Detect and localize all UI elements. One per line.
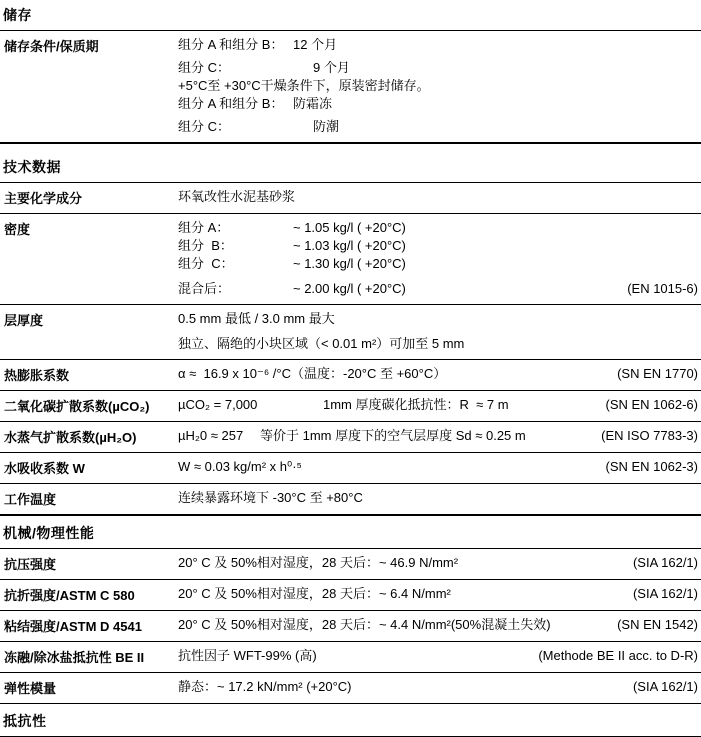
- row-label-freeze-thaw-resistance: 冻融/除冰盐抵抗性 BE II: [4, 650, 145, 665]
- storage-key: 组分 C：: [178, 60, 231, 75]
- flexural-strength-value: 20° C 及 50%相对湿度，28 天后：~ 6.4 N/mm²: [178, 586, 451, 601]
- density-value: ~ 2.00 kg/l ( +20°C): [293, 281, 406, 296]
- density-line: [178, 280, 698, 298]
- table-row-thermal-expansion: [0, 360, 701, 391]
- storage-note: +5°C至 +30°C干燥条件下，原装密封储存。: [178, 78, 430, 93]
- density-line: [178, 237, 698, 255]
- standard-ref: (SN EN 1770): [617, 366, 698, 381]
- row-label-compressive-strength: 抗压强度: [4, 557, 57, 572]
- density-value: ~ 1.03 kg/l ( +20°C): [293, 238, 406, 253]
- storage-line: [178, 118, 698, 136]
- section-title-mechanical: 机械/物理性能: [0, 516, 701, 549]
- row-label-storage-conditions: 储存条件/保质期: [4, 39, 99, 54]
- row-label-co2-diffusion: 二氧化碳扩散系数(µCO₂): [4, 399, 150, 414]
- row-label-flexural-strength: 抗折强度/ASTM C 580: [4, 588, 135, 603]
- density-key: 混合后：: [178, 281, 231, 296]
- row-label-density: 密度: [4, 222, 31, 237]
- density-line: [178, 255, 698, 273]
- section-title-resistance: 抵抗性: [0, 704, 701, 737]
- freeze-thaw-value: 抗性因子 WFT-99% (高): [178, 648, 317, 663]
- table-row-service-temperature: [0, 484, 701, 516]
- table-row-h2o-diffusion: [0, 422, 701, 453]
- row-label-h2o-diffusion: 水蒸气扩散系数(µH₂O): [4, 430, 137, 445]
- table-row-co2-diffusion: [0, 391, 701, 422]
- water-absorption-value: W ≈ 0.03 kg/m² x h⁰·⁵: [178, 459, 302, 474]
- row-label-water-absorption: 水吸收系数 W: [4, 461, 85, 476]
- storage-value: 防霜冻: [293, 96, 333, 111]
- layer-thickness-line1: 0.5 mm 最低 / 3.0 mm 最大: [178, 311, 335, 326]
- row-label-service-temperature: 工作温度: [4, 492, 57, 507]
- storage-key: 组分 A 和组分 B：: [178, 37, 284, 52]
- standard-ref: (SN EN 1542): [617, 617, 698, 632]
- table-row-compressive-strength: [0, 549, 701, 580]
- table-row-layer-thickness: [0, 305, 701, 360]
- density-key: 组分 C：: [178, 256, 234, 271]
- density-line: [178, 219, 698, 237]
- table-row-density: [0, 214, 701, 305]
- standard-ref: (SN EN 1062-6): [605, 397, 698, 412]
- service-temperature-value: 连续暴露环境下 -30°C 至 +80°C: [178, 490, 363, 505]
- storage-line: [178, 95, 698, 113]
- co2-diffusion-value: µCO₂ = 7,000: [178, 397, 258, 412]
- bond-strength-value: 20° C 及 50%相对湿度，28 天后：~ 4.4 N/mm²(50%混凝土失效): [178, 617, 551, 632]
- table-row-freeze-thaw-resistance: [0, 642, 701, 673]
- storage-line: [178, 59, 698, 77]
- storage-key: 组分 C：: [178, 119, 231, 134]
- section-title-technical-data: 技术数据: [0, 144, 701, 183]
- standard-ref: (SIA 162/1): [632, 555, 698, 570]
- standard-ref: (SIA 162/1): [632, 679, 698, 694]
- row-label-bond-strength: 粘结强度/ASTM D 4541: [4, 619, 142, 634]
- storage-value: 9 个月: [313, 60, 350, 75]
- table-row-storage-conditions: [0, 31, 701, 144]
- table-row-water-absorption: [0, 453, 701, 484]
- density-key: 组分 A：: [178, 220, 230, 235]
- table-row-bond-strength: [0, 611, 701, 642]
- row-label-chemical-base: 主要化学成分: [4, 191, 83, 206]
- table-row-chemical-base: [0, 183, 701, 214]
- density-value: ~ 1.30 kg/l ( +20°C): [293, 256, 406, 271]
- storage-value: 12 个月: [293, 37, 338, 52]
- chemical-base-value: 环氧改性水泥基砂浆: [178, 189, 296, 204]
- section-title-storage: 储存: [0, 0, 701, 31]
- standard-ref: (EN 1015-6): [627, 281, 698, 296]
- co2-diffusion-resistance: 1mm 厚度碳化抵抗性：R ≈ 7 m: [323, 397, 509, 412]
- density-key: 组分 B：: [178, 238, 233, 253]
- table-row-e-modulus: [0, 673, 701, 704]
- row-label-layer-thickness: 层厚度: [4, 313, 44, 328]
- h2o-diffusion-value: µH₂0 ≈ 257: [178, 428, 244, 443]
- storage-conditions-content: [178, 36, 698, 136]
- storage-key: 组分 A 和组分 B：: [178, 96, 284, 111]
- standard-ref: (SN EN 1062-3): [605, 459, 698, 474]
- storage-line: [178, 77, 698, 95]
- standard-ref: (EN ISO 7783-3): [601, 428, 698, 443]
- row-label-thermal-expansion: 热膨胀系数: [4, 368, 70, 383]
- thermal-expansion-value: α ≈ 16.9 x 10⁻⁶ /°C（温度：-20°C 至 +60°C）: [178, 366, 447, 381]
- storage-value: 防潮: [313, 119, 340, 134]
- standard-ref: (Methode BE II acc. to D-R): [538, 648, 698, 663]
- row-label-e-modulus: 弹性模量: [4, 681, 57, 696]
- h2o-diffusion-equivalent: 等价于 1mm 厚度下的空气层厚度 Sd ≈ 0.25 m: [260, 428, 526, 443]
- compressive-strength-value: 20° C 及 50%相对湿度，28 天后：~ 46.9 N/mm²: [178, 555, 459, 570]
- standard-ref: (SIA 162/1): [632, 586, 698, 601]
- storage-line: [178, 36, 698, 54]
- e-modulus-value: 静态：~ 17.2 kN/mm² (+20°C): [178, 679, 352, 694]
- table-row-flexural-strength: [0, 580, 701, 611]
- layer-thickness-line2: 独立、隔绝的小块区域（< 0.01 m²）可加至 5 mm: [178, 336, 465, 351]
- density-value: ~ 1.05 kg/l ( +20°C): [293, 220, 406, 235]
